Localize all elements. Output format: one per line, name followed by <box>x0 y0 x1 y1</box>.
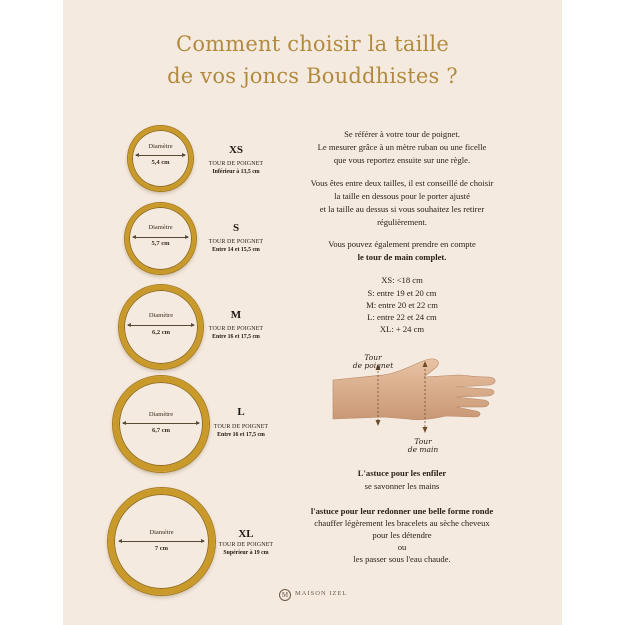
diameter-value: 7 cm <box>154 545 169 552</box>
diameter-label: Diamètre <box>148 224 173 231</box>
hand-label-line-2: de main <box>407 445 439 454</box>
tip-1-title: L'astuce pour les enfiler <box>357 468 447 478</box>
wrist-range: Entre 16 et 17,5 cm <box>212 334 260 340</box>
page-title-line-1: Comment choisir la taille <box>176 32 449 56</box>
size-label-xl: XL <box>238 528 254 540</box>
tip-2-line: pour les détendre <box>372 530 432 540</box>
wrist-label <box>348 354 398 370</box>
instruction-line: Le mesurer grâce à un mètre ruban ou une ficelle <box>317 142 487 152</box>
diameter-arrow <box>133 237 188 238</box>
hand-size-line: XS: <18 cm <box>381 275 423 285</box>
tip-1-text: se savonner les mains <box>364 481 440 491</box>
tip-2-title: l'astuce pour leur redonner une belle forme ronde <box>310 506 494 516</box>
wrist-range: Supérieur à 19 cm <box>223 550 269 556</box>
hand-size-line: XL: + 24 cm <box>379 324 425 334</box>
instruction-line: que vous reportez ensuite sur une règle. <box>333 155 471 165</box>
diameter-arrow <box>123 423 199 424</box>
brand-name: MAISON IZEL <box>295 590 348 597</box>
tour-de-poignet-label: TOUR DE POIGNET <box>208 326 264 332</box>
hand-size-line: S: entre 19 et 20 cm <box>367 288 437 298</box>
tour-de-poignet-label: TOUR DE POIGNET <box>213 424 269 430</box>
diameter-value: 6,2 cm <box>151 329 171 336</box>
wrist-label-line-1: Tour <box>364 353 382 362</box>
tour-de-poignet-label: TOUR DE POIGNET <box>208 161 264 167</box>
wrist-range: Inférieur à 13,5 cm <box>212 169 260 175</box>
diameter-value: 6,7 cm <box>151 427 171 434</box>
tip-2-line: les passer sous l'eau chaude. <box>353 554 451 564</box>
hand-label <box>398 438 448 454</box>
instruction-line: Se référer à votre tour de poignet. <box>344 129 460 139</box>
instruction-line-bold: le tour de main complet. <box>357 252 447 262</box>
instruction-line: régulièrement. <box>377 217 427 227</box>
diameter-arrow <box>128 325 194 326</box>
diameter-label: Diamètre <box>149 529 174 536</box>
hand-label-line-1: Tour <box>414 437 432 446</box>
wrist-range: Entre 14 et 15,5 cm <box>212 247 260 253</box>
page-title-line-2: de vos joncs Bouddhistes ? <box>167 64 458 88</box>
diameter-value: 5,4 cm <box>151 159 170 166</box>
diameter-arrow <box>119 541 204 542</box>
size-label-s: S <box>232 222 240 234</box>
wrist-label-line-2: de poignet <box>352 361 394 370</box>
diameter-value: 5,7 cm <box>151 240 170 247</box>
size-label-xs: XS <box>228 144 244 156</box>
tour-de-poignet-label: TOUR DE POIGNET <box>208 239 264 245</box>
size-label-m: M <box>230 309 242 321</box>
tour-de-poignet-label: TOUR DE POIGNET <box>218 542 274 548</box>
size-label-l: L <box>237 406 245 418</box>
hand-size-line: L: entre 22 et 24 cm <box>367 312 437 322</box>
bangle-m <box>119 285 203 369</box>
instruction-line: Vous pouvez également prendre en compte <box>328 239 476 249</box>
diameter-label: Diamètre <box>148 411 174 418</box>
wrist-range: Entre 16 et 17,5 cm <box>217 432 265 438</box>
tip-2-line: chauffer légèrement les bracelets au sèche cheveux <box>314 518 490 528</box>
bangle-l <box>113 376 209 472</box>
size-guide-poster <box>63 0 562 625</box>
brand-logo-icon: M <box>279 589 291 601</box>
tip-2-line: ou <box>397 542 407 552</box>
instruction-line: et la taille au dessus si vous souhaitez les retirer <box>319 204 485 214</box>
diameter-label: Diamètre <box>148 312 174 319</box>
instruction-line: la taille en dessous pour le porter ajusté <box>334 191 470 201</box>
diameter-label: Diamètre <box>148 143 173 150</box>
diameter-arrow <box>136 155 185 156</box>
instruction-line: Vous êtes entre deux tailles, il est conseillé de choisir <box>310 178 494 188</box>
hand-size-line: M: entre 20 et 22 cm <box>366 300 438 310</box>
